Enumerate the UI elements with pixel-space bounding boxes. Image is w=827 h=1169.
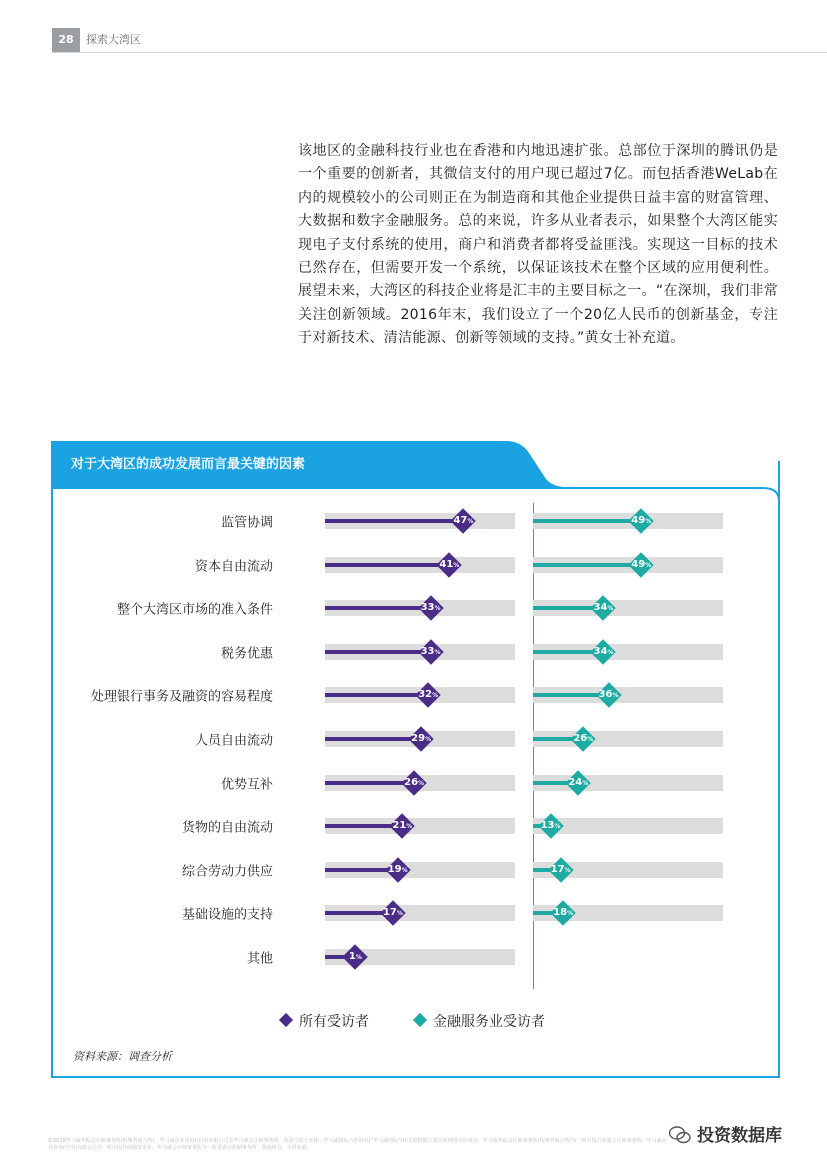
value-marker [590,595,616,621]
bar-fill [325,737,421,741]
bar-fill [325,519,463,523]
value-marker [380,900,406,926]
legend-item-all [281,1011,369,1031]
category-label: 监管协调 [220,515,273,531]
category-label: 综合劳动力供应 [181,864,273,880]
header-divider [52,52,827,53]
category-label: 人员自由流动 [194,733,273,749]
category-label: 资本自由流动 [194,559,273,575]
value-marker [450,508,476,534]
footer-copyright: ©2018毕马威华振会计师事务所(特殊普通合伙)、毕马威企业咨询(中国)有限公司及毕马威会计师事务所，均是与瑞士实体－毕马威国际合作组织(“毕马威国际”)相关联的独立成员所网络中的成员。毕马威华振会计师事务所(特殊普通合伙)为一所中国合伙制会计师事务所；毕马威企业咨询(中国)有限公司为一所中国外商独资企业；毕马威会计师事务所为一所香港合伙制事务所。版权所有，不得转载。 [48,1138,667,1151]
data-label: 13% [540,820,561,832]
data-label: 34% [593,602,614,614]
category-label: 整个大湾区市场的准入条件 [116,602,273,618]
value-marker [408,726,434,752]
page-number: 28 [52,28,80,52]
value-marker [628,552,654,578]
category-label: 优势互补 [220,777,273,793]
data-label: 29% [411,733,432,744]
legend-item-financial [415,1011,545,1031]
value-marker [389,813,415,839]
teal-diamond-icon [413,1013,427,1027]
bar-fill [325,650,431,654]
watermark-text: 投资数据库 [697,1126,782,1146]
body-paragraph: 该地区的金融科技行业也在香港和内地迅速扩张。总部位于深圳的腾讯仍是一个重要的创新者，其微信支付的用户现已超过7亿。而包括香港WeLab在内的规模较小的公司则正在为制造商和其他企业提供日益丰富的财富管理、大数据和数字金融服务。总的来说，许多从业者表示，如果整个大湾区能实现电子支付系统的使用，商户和消费者都将受益匪浅。实现这一目标的技术已然存在，但需要开发一个系统，以保证该技术在整个区域的应用便利性。展望未来，大湾区的科技企业将是汇丰的主要目标之一。“在深圳，我们非常关注创新领域。2016年末，我们设立了一个20亿人民币的创新基金，专注于对新技术、清洁能源、创新等领域的支持。”黄女士补充道。 [298,143,778,347]
watermark [669,1121,782,1146]
data-label: 17% [382,907,403,919]
bar-fill [533,563,641,567]
data-label: 34% [593,645,614,657]
value-marker [570,726,596,752]
value-marker [401,770,427,796]
data-label: 19% [387,863,408,875]
data-label: 49% [631,515,652,526]
data-label: 33% [420,602,441,614]
value-marker [550,900,576,926]
category-label: 其他 [246,951,273,967]
data-label: 17% [550,863,571,875]
bar-fill [325,693,428,697]
data-label: 32% [418,689,439,701]
category-label: 货物的自由流动 [181,820,273,836]
value-marker [548,857,574,883]
chart-source: 资料来源：调查分析 [73,1050,172,1063]
data-label: 36% [598,689,619,701]
bar-fill [325,606,431,610]
bar-fill [533,519,641,523]
data-label: 49% [631,558,652,570]
legend-label: 所有受访者 [299,1014,369,1030]
purple-diamond-icon [279,1013,293,1027]
value-marker [436,552,462,578]
value-marker [538,813,564,839]
value-marker [596,682,622,708]
data-label: 21% [392,820,413,832]
category-label: 税务优惠 [220,646,273,662]
data-label: 1% [348,951,362,962]
wechat-icon [669,1126,691,1144]
value-marker [385,857,411,883]
data-label: 26% [573,733,594,744]
value-marker [342,944,368,970]
data-label: 47% [453,515,474,526]
value-marker [565,770,591,796]
value-marker [590,639,616,665]
value-marker [415,682,441,708]
page-header [52,28,827,52]
legend-label: 金融服务业受访者 [433,1014,545,1030]
chart-panel [51,441,780,1078]
chart-title: 对于大湾区的成功发展而言最关键的因素 [71,457,306,472]
value-marker [418,595,444,621]
data-label: 18% [553,907,574,919]
data-label: 24% [568,776,589,788]
value-marker [418,639,444,665]
data-label: 26% [404,776,425,788]
value-marker [628,508,654,534]
data-label: 41% [439,558,460,570]
category-label: 处理银行事务及融资的容易程度 [90,689,273,705]
section-title: 探索大湾区 [86,33,141,46]
category-label: 基础设施的支持 [181,907,273,923]
bar-fill [325,563,449,567]
data-label: 33% [420,645,441,657]
